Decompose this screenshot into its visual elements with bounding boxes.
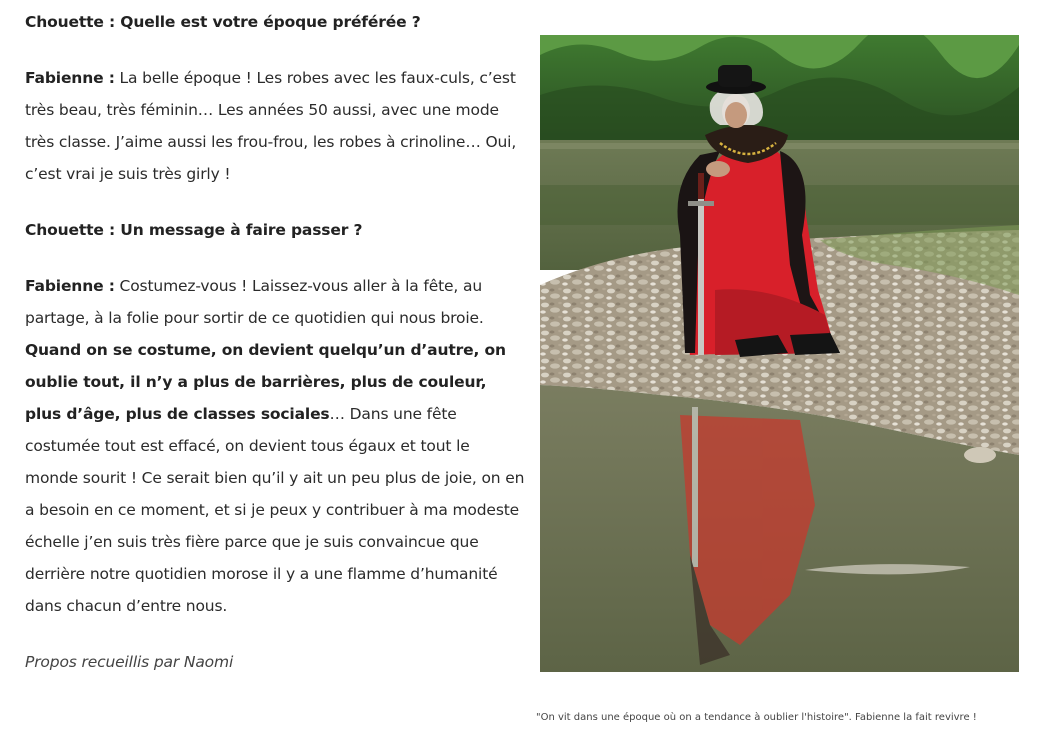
article-text	[25, 6, 525, 678]
signature: Propos recueillis par Naomi	[25, 653, 234, 671]
question-1	[25, 6, 525, 38]
article-photo	[540, 35, 1019, 672]
answer-1	[25, 62, 525, 190]
question-2-text: Un message à faire passer ?	[120, 221, 363, 239]
photo-illustration	[540, 35, 1019, 672]
answer-1-speaker: Fabienne :	[25, 69, 115, 87]
question-1-text: Quelle est votre époque préférée ?	[120, 13, 421, 31]
question-2-speaker: Chouette :	[25, 221, 116, 239]
answer-2-text-start: Costumez-vous ! Laissez-vous aller à la fête, au partage, à la folie pour sortir de ce quotidien qui nous broie.	[25, 277, 484, 327]
answer-2-speaker: Fabienne :	[25, 277, 115, 295]
answer-2	[25, 270, 525, 622]
question-2	[25, 214, 525, 246]
answer-2-text-end: … Dans une fête costumée tout est effacé, on devient tous égaux et tout le monde sourit ! Ce serait bien qu’il y ait un peu plus de joie, on en a besoin en ce moment, et si je peux y contribuer à ma modeste échelle j’en suis très fière parce que je suis convaincue que derrière notre quotidien morose il y a une flamme d’humanité dans chacun d’entre nous.	[25, 405, 525, 615]
photo-caption: "On vit dans une époque où on a tendance à oublier l'histoire". Fabienne la fait revivre !	[536, 712, 977, 723]
question-1-speaker: Chouette :	[25, 13, 116, 31]
answer-2-text-bold: Quand on se costume, on devient quelqu’un d’autre, on oublie tout, il n’y a plus de barrières, plus de couleur, plus d’âge, plus de classes sociales	[25, 341, 506, 423]
rock	[964, 447, 996, 463]
answer-1-text: La belle époque ! Les robes avec les faux-culs, c’est très beau, très féminin… Les années 50 aussi, avec une mode très classe. J’aime aussi les frou-frou, les robes à crinoline… Oui, c’est vrai je suis très girly !	[25, 69, 517, 183]
